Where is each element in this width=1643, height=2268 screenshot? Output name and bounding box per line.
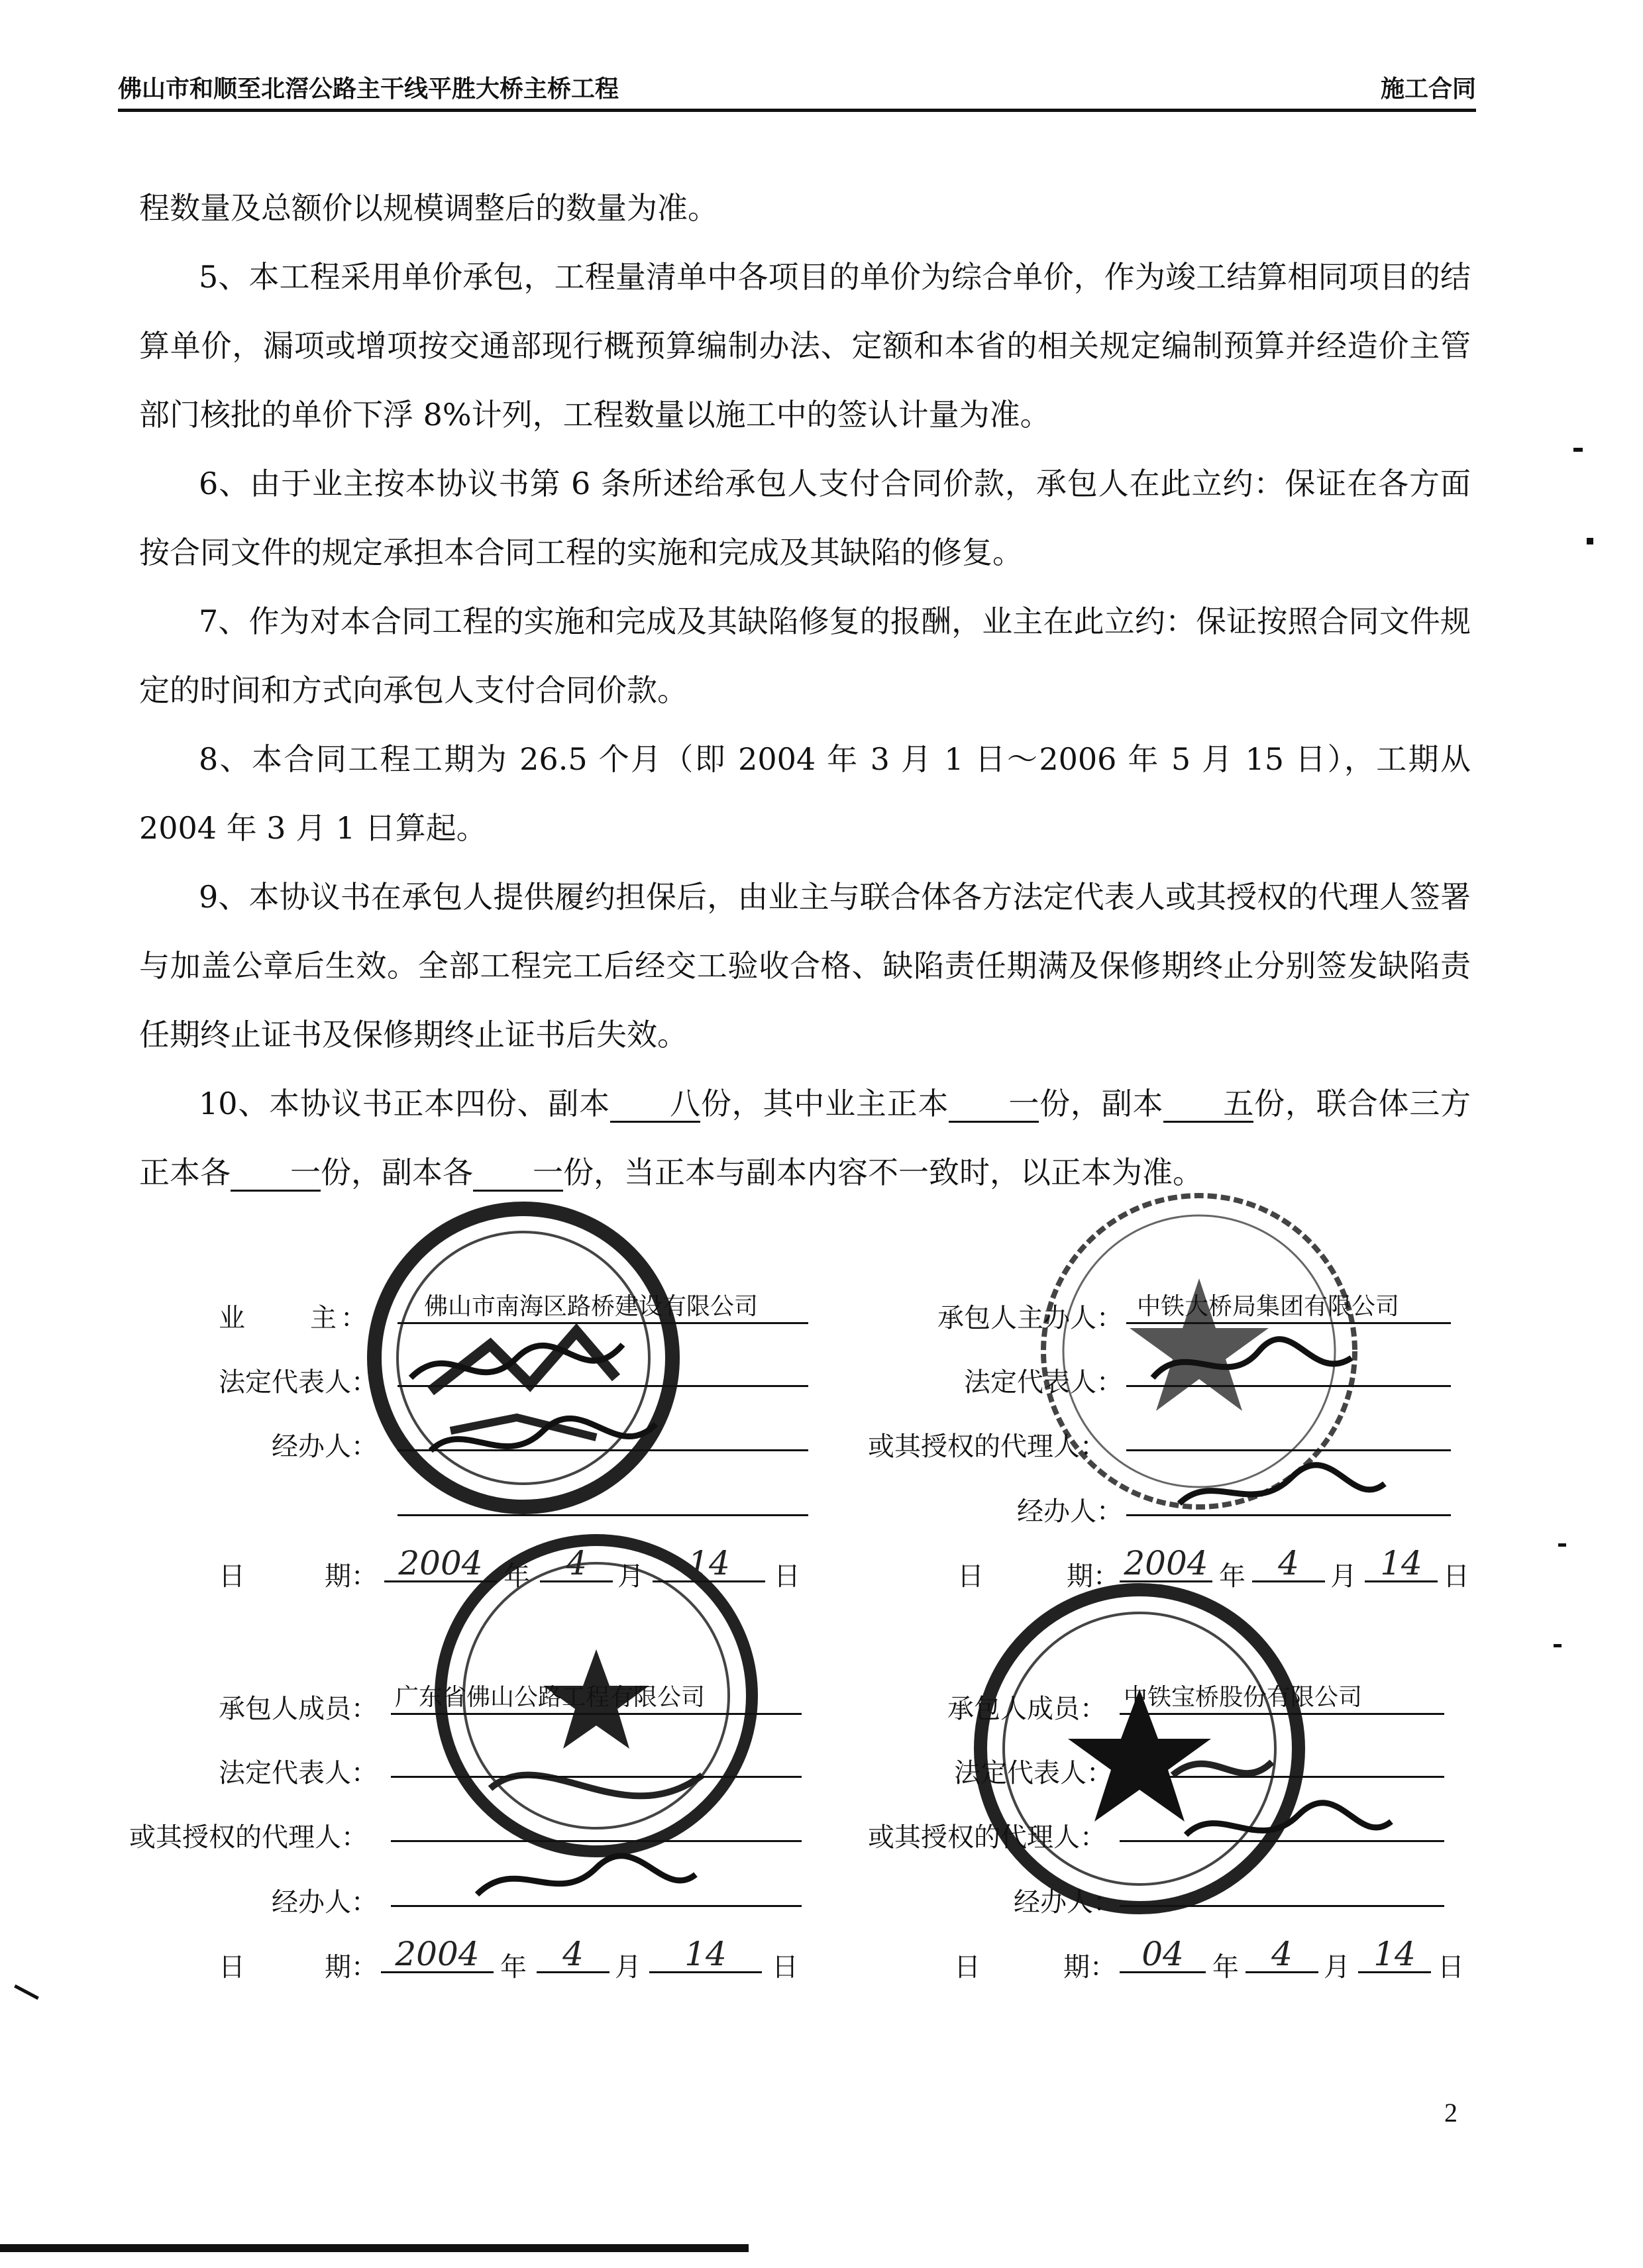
scan-speck <box>1554 1644 1562 1647</box>
owner-agent-label: 经办人： <box>272 1431 378 1462</box>
member2-agent-label: 经办人： <box>1014 1887 1120 1918</box>
lead-date-label-b: 期： <box>1067 1561 1120 1592</box>
member1-month-label: 月 <box>615 1952 641 1983</box>
member1-rep-label: 法定代表人： <box>219 1758 378 1788</box>
lead-date-label-a: 日 <box>957 1561 984 1592</box>
member1-agent-label: 经办人： <box>272 1887 378 1918</box>
lead-date-year: 2004 <box>1120 1550 1212 1582</box>
member2-auth-label: 或其授权的代理人： <box>868 1822 1106 1853</box>
owner-date-year: 2004 <box>384 1550 497 1582</box>
member1-year-label: 年 <box>500 1952 527 1983</box>
owner-name: 佛山市南海区路桥建设有限公司 <box>424 1293 759 1320</box>
lead-label: 承包人主办人： <box>937 1303 1123 1333</box>
header-project-title: 佛山市和顺至北滘公路主干线平胜大桥主桥工程 <box>118 76 619 103</box>
paragraph-6: 6、由于业主按本协议书第 6 条所述给承包人支付合同价款，承包人在此立约：保证在各方面按合同文件的规定承担本合同工程的实施和完成及其缺陷的修复。 <box>139 466 1471 570</box>
member2-name: 中铁宝桥股份有限公司 <box>1124 1684 1363 1711</box>
member2-rep-label: 法定代表人： <box>954 1758 1113 1788</box>
page-number: 2 <box>1444 2098 1458 2128</box>
member1-date-month: 4 <box>537 1941 610 1973</box>
owner-date-label-a: 日 <box>219 1561 245 1592</box>
paragraph-10: 10、本协议书正本四份、副本 八份，其中业主正本 一份，副本 五份，联合体三方正本各 一份，副本各 一份，当正本与副本内容不一致时，以正本为准。 <box>139 1086 1471 1190</box>
consortium-copies-fill: 一 <box>473 1156 563 1192</box>
member1-name: 广东省佛山公路工程有限公司 <box>395 1684 706 1711</box>
member1-day-label: 日 <box>772 1952 798 1983</box>
lead-rep-label: 法定代表人： <box>964 1367 1123 1398</box>
paragraph-7: 7、作为对本合同工程的实施和完成及其缺陷修复的报酬，业主在此立约：保证按照合同文件规定的时间和方式向承包人支付合同价款。 <box>139 603 1471 708</box>
paragraph-5: 5、本工程采用单价承包，工程量清单中各项目的单价为综合单价，作为竣工结算相同项目的结算单价，漏项或增项按交通部现行概预算编制办法、定额和本省的相关规定编制预算并经造价主管部门核批的单价下浮 8%计列，工程数量以施工中的签认计量为准。 <box>139 259 1471 433</box>
member1-date-label-a: 日 <box>219 1952 245 1983</box>
lead-day-label: 日 <box>1443 1561 1469 1592</box>
owner-copies-fill: 五 <box>1163 1087 1253 1123</box>
member2-date-day: 14 <box>1358 1941 1431 1973</box>
paragraph-9: 9、本协议书在承包人提供履约担保后，由业主与联合体各方法定代表人或其授权的代理人签署与加盖公章后生效。全部工程完工后经交工验收合格、缺陷责任期满及保修期终止分别签发缺陷责任期终止证书及保修期终止证书后失效。 <box>139 879 1471 1053</box>
scan-speck <box>1587 538 1593 544</box>
lead-agent-label: 经办人： <box>1017 1496 1123 1527</box>
scan-speck <box>1573 448 1583 452</box>
member2-date-month: 4 <box>1246 1941 1318 1973</box>
owner-date-month: 4 <box>540 1550 613 1582</box>
header-document-type: 施工合同 <box>1380 76 1476 103</box>
lead-month-label: 月 <box>1330 1561 1357 1592</box>
lead-date-month: 4 <box>1252 1550 1325 1582</box>
owner-label: 业 主： <box>219 1303 371 1333</box>
copies-total-fill: 八 <box>610 1087 700 1123</box>
owner-rep-label: 法定代表人： <box>219 1367 378 1398</box>
member1-date-day: 14 <box>649 1941 762 1973</box>
scan-edge-bar <box>0 2244 749 2252</box>
lead-date-day: 14 <box>1365 1550 1438 1582</box>
owner-originals-fill: 一 <box>949 1087 1039 1123</box>
owner-day-label: 日 <box>774 1561 800 1592</box>
member2-date-label-b: 期： <box>1063 1952 1116 1983</box>
member2-label: 承包人成员： <box>947 1694 1106 1724</box>
member1-label: 承包人成员： <box>219 1694 378 1724</box>
member2-month-label: 月 <box>1324 1952 1350 1983</box>
member1-auth-label: 或其授权的代理人： <box>129 1822 368 1853</box>
member1-date-year: 2004 <box>381 1941 494 1973</box>
owner-date-label-b: 期： <box>325 1561 378 1592</box>
member2-date-year: 04 <box>1120 1941 1206 1973</box>
lead-year-label: 年 <box>1219 1561 1246 1592</box>
lead-auth-label: 或其授权的代理人： <box>868 1431 1106 1462</box>
lead-name: 中铁大桥局集团有限公司 <box>1137 1293 1400 1320</box>
paragraph-8: 8、本合同工程工期为 26.5 个月（即 2004 年 3 月 1 日～2006 年 5 月 15 日），工期从 2004 年 3 月 1 日算起。 <box>139 741 1471 846</box>
member2-year-label: 年 <box>1212 1952 1239 1983</box>
owner-month-label: 月 <box>617 1561 644 1592</box>
owner-year-label: 年 <box>504 1561 530 1592</box>
owner-date-day: 14 <box>653 1550 765 1582</box>
scan-speck <box>1558 1543 1566 1547</box>
paragraph-continued: 程数量及总额价以规模调整后的数量为准。 <box>139 190 718 226</box>
member1-date-label-b: 期： <box>325 1952 378 1983</box>
member2-day-label: 日 <box>1438 1952 1464 1983</box>
consortium-originals-fill: 一 <box>231 1156 321 1192</box>
member2-date-label-a: 日 <box>954 1952 980 1983</box>
